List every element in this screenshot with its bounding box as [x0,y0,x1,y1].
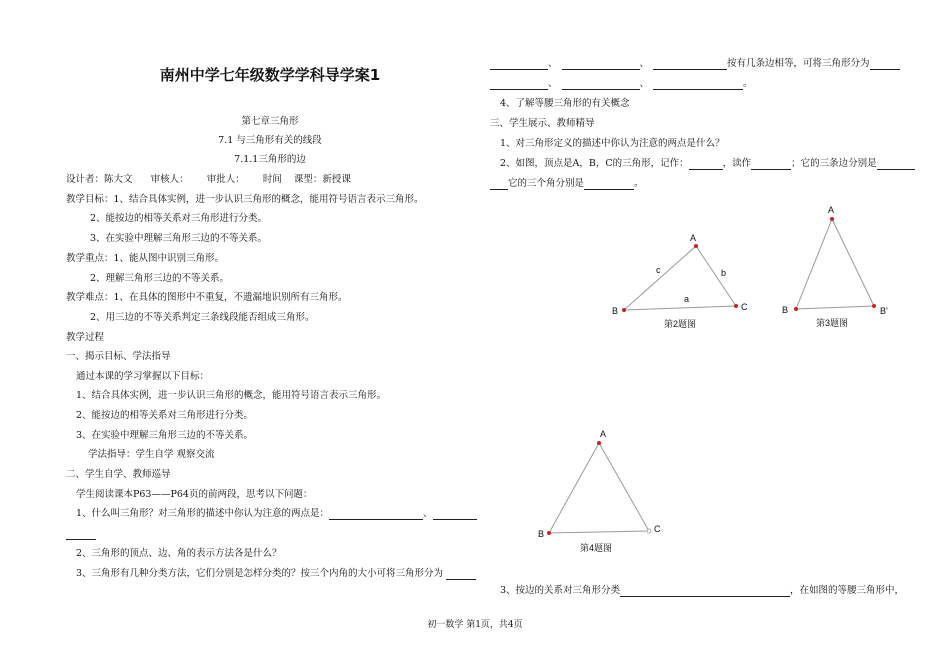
question-1-cont [66,528,96,540]
right-line-2: 、 、 。 [490,78,753,90]
part2-intro: 学生阅读课本P63——P64页的前两段，思考以下问题： [76,489,313,500]
answer-blank[interactable] [877,159,915,170]
answer-blank[interactable] [620,586,790,597]
difficulty-line-1: 教学难点：1、在具体的图形中不重复，不遗漏地识别所有三角形。 [66,292,348,303]
label-A: A [600,429,607,439]
figure-2 [600,228,760,332]
part1-item-1: 1、结合具体实例，进一步认识三角形的概念，能用符号语言表示三角形。 [76,390,387,401]
answer-blank[interactable] [490,179,508,190]
label-C: C [654,524,661,534]
process-heading: 教学过程 [66,332,105,343]
vertex-point [694,244,698,248]
answer-blank[interactable] [653,79,743,90]
question-3: 3、三角形有几种分类方法，它们分别是怎样分类的？按三个内角的大小可将三角形分为 [76,568,476,580]
difficulty-line-2: 2、用三边的不等关系判定三条线段能否组成三角形。 [90,312,315,323]
answer-blank[interactable] [446,569,476,580]
answer-blank[interactable] [66,529,96,540]
goals-line-3: 3、在实验中理解三角形三边的不等关系。 [90,233,268,244]
answer-blank[interactable] [584,179,634,190]
designer-line: 设计者：陈大文 审核人： 审批人： 时间 课型：新授课 [66,174,351,185]
right-question-2: 2、如图，顶点是A，B，C的三角形，记作： ，读作 ；它的三条边分别是 [500,158,915,170]
part1-item-2: 2、能按边的相等关系对三角形进行分类。 [76,410,254,421]
answer-blank[interactable] [490,79,548,90]
right-question-3: 3、按边的关系对三角形分类 ，在如图的等腰三角形中， [500,585,905,596]
answer-blank[interactable] [751,159,791,170]
label-c: c [656,265,661,275]
vertex-point [647,529,651,533]
label-A: A [690,233,697,243]
label-B: B [538,529,545,539]
figure-3-caption: 第3题图 [816,318,849,328]
answer-blank[interactable] [870,59,900,70]
goals-line-1: 教学目标：1、结合具体实例，进一步认识三角形的概念，能用符号语言表示三角形。 [66,194,424,205]
key-line-2: 2、理解三角形三边的不等关系。 [90,273,230,284]
label-A: A [828,205,835,215]
part1-item-3: 3、在实验中理解三角形三边的不等关系。 [76,430,254,441]
label-a: a [684,294,690,304]
answer-blank[interactable] [562,79,640,90]
part1-heading: 一、揭示目标、学法指导 [66,351,171,362]
answer-blank[interactable] [490,59,548,70]
label-B-prime: B' [880,306,888,316]
question-1: 1、什么叫三角形？对三角形的描述中你认为注意的两点是： 、 [76,508,477,520]
vertex-point [622,308,626,312]
goals-line-2: 2、能按边的相等关系对三角形进行分类。 [90,213,268,224]
key-line-1: 教学重点：1、能从图中识别三角形。 [66,253,225,264]
chapter-heading: 第七章三角形 [241,116,299,127]
method-guide: 学法指导：学生自学 观察交流 [88,449,215,460]
answer-blank[interactable] [562,59,640,70]
right-question-4: 4、了解等腰三角形的有关概念 [500,98,630,109]
figure-2-caption: 第2题图 [664,319,697,329]
vertex-point [830,217,834,221]
label-b: b [721,268,727,278]
question-2: 2、三角形的顶点、边、角的表示方法各是什么？ [76,548,282,559]
right-question-2-cont: 它的三个角分别是 。 [490,178,644,190]
figure-4 [530,425,670,555]
part2-heading: 二、学生自学、教师巡导 [66,469,171,480]
vertex-point [547,531,551,535]
answer-blank[interactable] [689,159,723,170]
right-line-1: 、 、 按有几条边相等，可将三角形分为 [490,58,900,70]
part1-intro: 通过本课的学习掌握以下目标： [76,371,210,382]
answer-blank[interactable] [433,509,477,520]
answer-blank[interactable] [329,509,423,520]
right-question-1: 1、对三角形定义的描述中你认为注意的两点是什么？ [500,138,725,149]
label-C: C [741,302,748,312]
vertex-point [597,441,601,445]
answer-blank[interactable] [653,59,727,70]
subsection-heading: 7.1.1三角形的边 [234,154,306,165]
part3-heading: 三、学生展示、教师精导 [490,118,595,129]
section-heading: 7.1 与三角形有关的线段 [218,135,322,146]
label-B: B [612,306,619,316]
vertex-point [734,304,738,308]
label-B: B [782,305,789,315]
figure-4-caption: 第4题图 [580,543,613,553]
figure-3 [776,202,896,332]
vertex-point [872,304,876,308]
vertex-point [794,307,798,311]
page-footer: 初一数学 第1页，共4页 [427,620,523,630]
doc-title: 南州中学七年级数学学科导学案1 [159,66,381,84]
